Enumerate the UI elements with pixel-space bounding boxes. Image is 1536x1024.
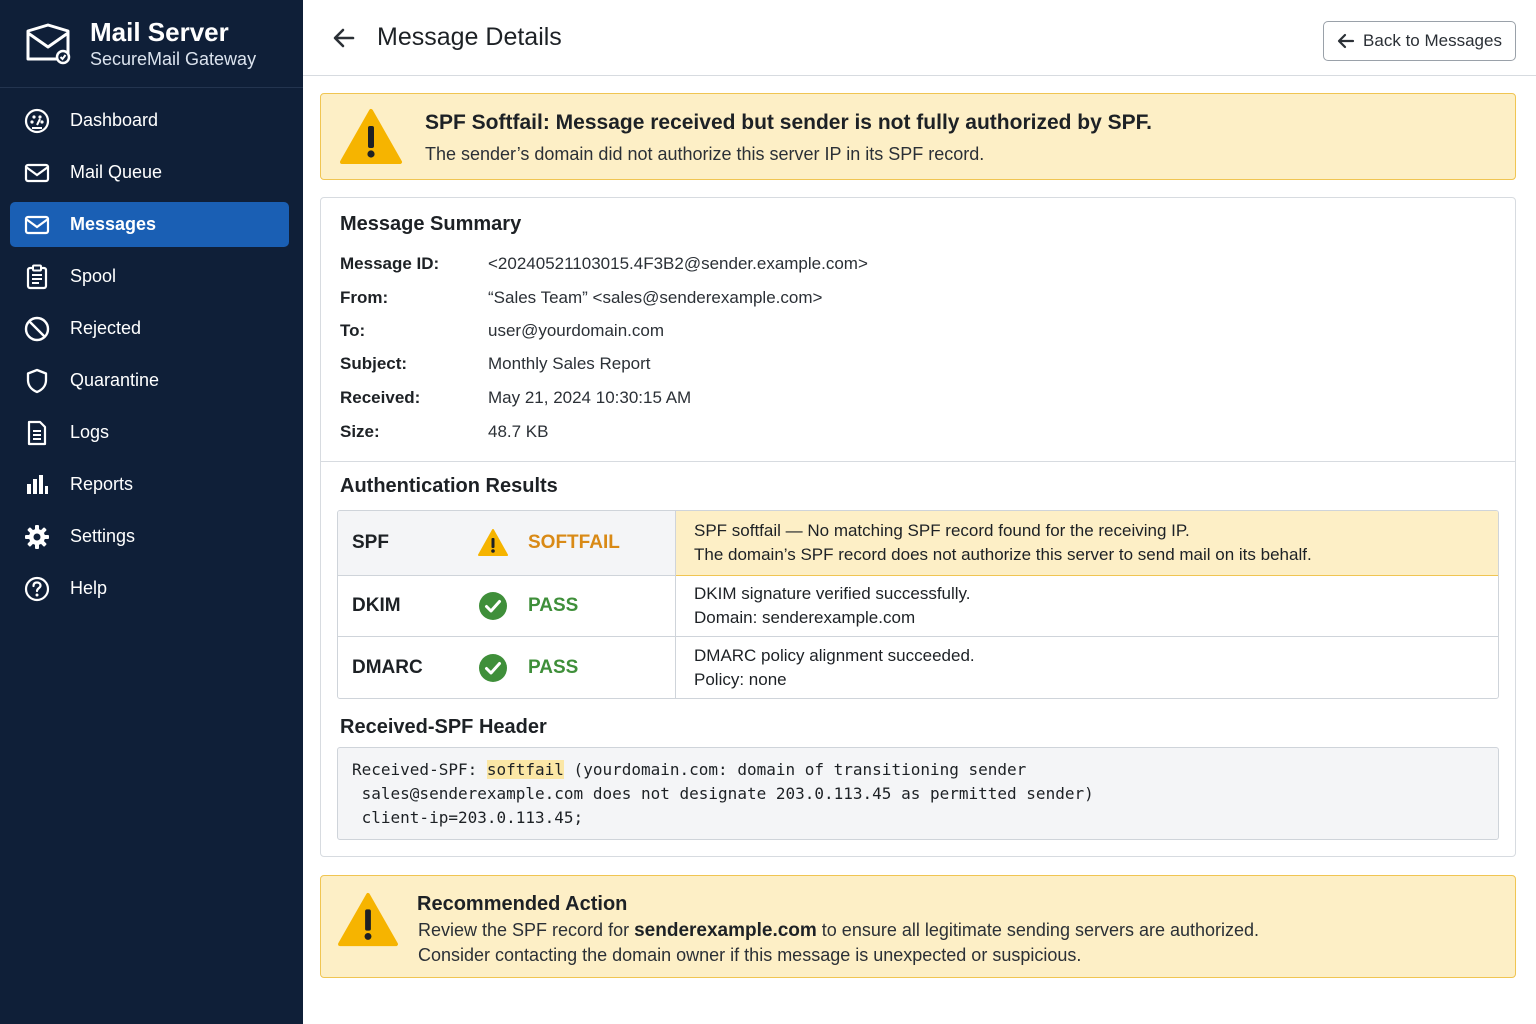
sidebar-item-label: Rejected: [70, 318, 142, 338]
arrow-left-icon: [1337, 33, 1355, 49]
auth-method-name: DKIM: [352, 595, 401, 616]
auth-detail-line: Policy: none: [694, 669, 787, 689]
app-subtitle: SecureMail Gateway: [90, 48, 257, 69]
authentication-results-table: [337, 510, 1499, 699]
summary-value: user@yourdomain.com: [488, 321, 664, 340]
code-prefix: Received-SPF:: [352, 760, 487, 779]
auth-status-pass: PASS: [528, 656, 579, 678]
sidebar-item-label: Spool: [70, 266, 117, 286]
auth-detail-line: DMARC policy alignment succeeded.: [694, 645, 975, 665]
sidebar-item-quarantine[interactable]: [10, 358, 289, 403]
auth-method-name: DMARC: [352, 656, 423, 678]
auth-row-spf: [338, 511, 1498, 576]
alert-title: SPF Softfail: Message received but sender is not fully authorized by SPF.: [425, 111, 1152, 134]
summary-value: <20240521103015.4F3B2@sender.example.com>: [488, 254, 868, 273]
gear-icon: [24, 524, 50, 550]
page-title: Message Details: [377, 23, 562, 51]
alert-text: The sender’s domain did not authorize this server IP in its SPF record.: [425, 144, 985, 164]
code-line3: client-ip=203.0.113.45;: [352, 808, 584, 827]
summary-label: Subject:: [340, 354, 408, 373]
dashboard-icon: [24, 108, 50, 134]
auth-detail-line: SPF softfail — No matching SPF record found for the receiving IP.: [694, 521, 1190, 540]
sidebar-item-label: Logs: [70, 422, 110, 442]
recommended-action-line1: [418, 920, 1259, 942]
auth-status-pass: PASS: [528, 595, 579, 616]
code-highlight-softfail: softfail: [486, 760, 564, 779]
summary-row-message-id: [340, 252, 868, 276]
sidebar-item-reports[interactable]: [10, 462, 289, 507]
back-to-messages-button[interactable]: [1323, 21, 1516, 61]
summary-value: May 21, 2024 10:30:15 AM: [488, 388, 692, 407]
auth-method-name: SPF: [352, 532, 389, 553]
sidebar-item-messages[interactable]: [10, 202, 289, 247]
help-icon: [24, 576, 50, 602]
sidebar-nav: [0, 88, 303, 611]
summary-label: Message ID:: [340, 254, 440, 273]
ban-icon: [24, 316, 50, 342]
clipboard-icon: [24, 264, 50, 290]
warning-icon: [478, 528, 508, 558]
shield-icon: [24, 368, 50, 394]
warning-icon: [339, 108, 403, 166]
sidebar-item-label: Help: [70, 578, 108, 598]
auth-row-dkim: [338, 576, 1498, 637]
auth-detail-line: The domain’s SPF record does not authorize this server to send mail on its behalf.: [694, 545, 1312, 564]
back-arrow-icon[interactable]: [331, 25, 357, 51]
back-button-label: Back to Messages: [1363, 31, 1502, 50]
recommended-action-title: Recommended Action: [417, 893, 628, 915]
summary-row-size: [340, 420, 549, 444]
authentication-results-title: Authentication Results: [340, 475, 558, 497]
spf-softfail-alert: [320, 93, 1516, 180]
sidebar-item-label: Quarantine: [70, 370, 160, 390]
app-title: Mail Server: [90, 16, 229, 47]
auth-status-softfail: SOFTFAIL: [528, 532, 620, 553]
sidebar-item-settings[interactable]: [10, 514, 289, 559]
sidebar-item-dashboard[interactable]: [10, 98, 289, 143]
code-line1-rest: (yourdomain.com: domain of transitioning sender: [563, 760, 1027, 779]
sidebar-item-label: Dashboard: [70, 110, 159, 130]
rec-text: to ensure all legitimate sending servers are authorized.: [816, 920, 1260, 940]
mail-icon: [24, 160, 50, 186]
top-bar: [303, 0, 1536, 76]
check-circle-icon: [478, 591, 508, 621]
auth-row-dmarc: [338, 637, 1498, 698]
recommended-action-alert: [320, 875, 1516, 978]
sidebar-item-label: Mail Queue: [70, 162, 163, 182]
summary-row-to: [340, 319, 664, 343]
brand: [0, 0, 303, 88]
summary-value: 48.7 KB: [488, 422, 549, 441]
message-summary-title: Message Summary: [340, 213, 522, 235]
warning-icon: [337, 892, 399, 948]
recommended-action-line2: Consider contacting the domain owner if this message is unexpected or suspicious.: [418, 945, 1082, 965]
main-content: [303, 0, 1536, 1024]
bar-chart-icon: [24, 472, 50, 498]
summary-label: Received:: [340, 388, 421, 407]
rec-text: Review the SPF record for: [418, 920, 635, 940]
summary-value: Monthly Sales Report: [488, 354, 651, 373]
received-spf-header-code: [337, 747, 1499, 840]
sidebar-item-label: Settings: [70, 526, 136, 546]
summary-value: “Sales Team” <sales@senderexample.com>: [488, 288, 823, 307]
sidebar-item-logs[interactable]: [10, 410, 289, 455]
auth-detail-line: DKIM signature verified successfully.: [694, 584, 971, 603]
received-spf-header-title: Received-SPF Header: [340, 716, 547, 738]
document-icon: [24, 420, 50, 446]
sidebar: [0, 0, 303, 1024]
summary-label: Size:: [340, 422, 380, 441]
rec-domain: senderexample.com: [634, 920, 817, 941]
section-divider: [321, 461, 1515, 462]
check-circle-icon: [478, 653, 508, 683]
summary-label: To:: [340, 321, 366, 340]
sidebar-item-label: Messages: [70, 214, 157, 234]
mail-server-logo-icon: [24, 23, 72, 65]
sidebar-item-rejected[interactable]: [10, 306, 289, 351]
message-details-card: [320, 197, 1516, 857]
summary-row-subject: [340, 352, 651, 376]
sidebar-item-mail-queue[interactable]: [10, 150, 289, 195]
sidebar-item-spool[interactable]: [10, 254, 289, 299]
auth-detail-line: Domain: senderexample.com: [694, 608, 916, 627]
mail-icon: [24, 212, 50, 238]
summary-row-received: [340, 386, 691, 410]
sidebar-item-help[interactable]: [10, 566, 289, 611]
summary-row-from: [340, 286, 822, 310]
code-line2: sales@senderexample.com does not designate 203.0.113.45 as permitted sender): [352, 784, 1094, 803]
sidebar-item-label: Reports: [70, 474, 134, 494]
summary-label: From:: [340, 288, 389, 307]
